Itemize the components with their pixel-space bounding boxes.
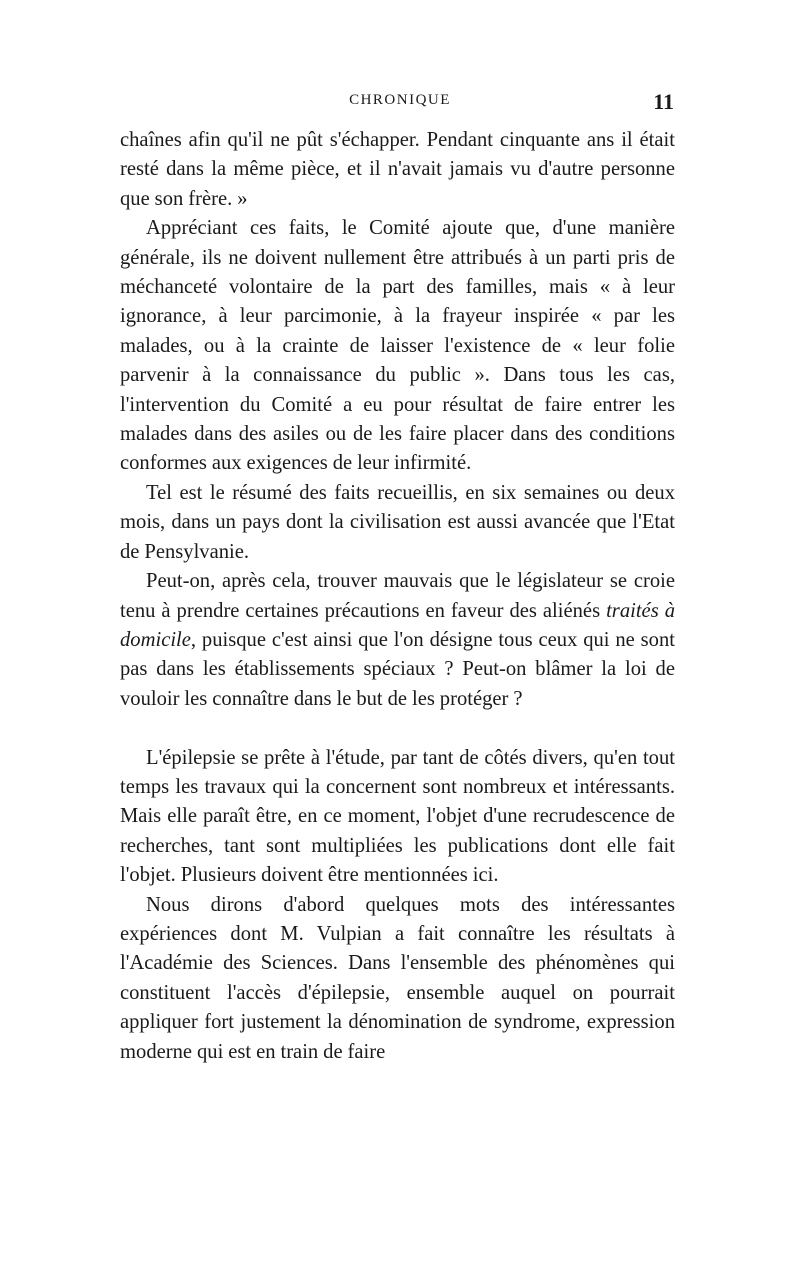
paragraph-vulpian: Nous dirons d'abord quelques mots des intéressantes expériences dont M. Vulpian a fait connaître les résultats à l'Académie des Sciences. Dans l'ensemble des phénomènes qui constituent l'accès d'épilepsie, ensemble auquel on pourrait appliquer fort justement la dénomination de syndrome, expression moderne qui est en train de faire: [120, 893, 675, 1063]
paragraph-legislateur-start: Peut-on, après cela, trouver mauvais que le législateur se croie tenu à prendre certaines précautions en faveur des aliénés: [120, 570, 675, 622]
paragraph-resume: Tel est le résumé des faits recueillis, en six semaines ou deux mois, dans un pays dont la civilisation est aussi avancée que l'Etat de Pensylvanie.: [120, 481, 675, 563]
paragraph-comite: Appréciant ces faits, le Comité ajoute que, d'une manière générale, ils ne doivent nullement être attribués à un parti pris de méchanceté volontaire de la part des familles, mais « à leur ignorance, à leur parcimonie, à la frayeur inspirée « par les malades, ou à la crainte de laisser l'existence de « leur folie parvenir à la connaissance du public ». Dans tous les cas, l'intervention du Comité a eu pour résultat de faire entrer les malades dans des asiles ou de les faire placer dans des conditions conformes aux exigences de leur infirmité.: [120, 217, 675, 475]
paragraph-continuation: chaînes afin qu'il ne pût s'échapper. Pendant cinquante ans il était resté dans la même pièce, et il n'avait jamais vu d'autre personne que son frère. »: [120, 129, 675, 210]
body-text: [120, 126, 675, 1067]
page-number: 11: [653, 89, 674, 114]
running-head: CHRONIQUE: [349, 92, 451, 108]
paragraph-legislateur: [120, 567, 675, 714]
paragraph-legislateur-end: , puisque c'est ainsi que l'on désigne tous ceux qui ne sont pas dans les établissements spéciaux ? Peut-on blâmer la loi de vouloir les connaître dans le but de les protéger ?: [120, 628, 675, 710]
page-header: [120, 90, 680, 114]
paragraph-epilepsie: L'épilepsie se prête à l'étude, par tant de côtés divers, qu'en tout temps les travaux qui la concernent sont nombreux et intéressants. Mais elle paraît être, en ce moment, l'objet d'une recrudescence de recherches, tant sont multipliées les publications dont elle fait l'objet. Plusieurs doivent être mentionnées ici.: [120, 746, 675, 887]
italic-phrase: traités à domicile: [120, 599, 675, 651]
